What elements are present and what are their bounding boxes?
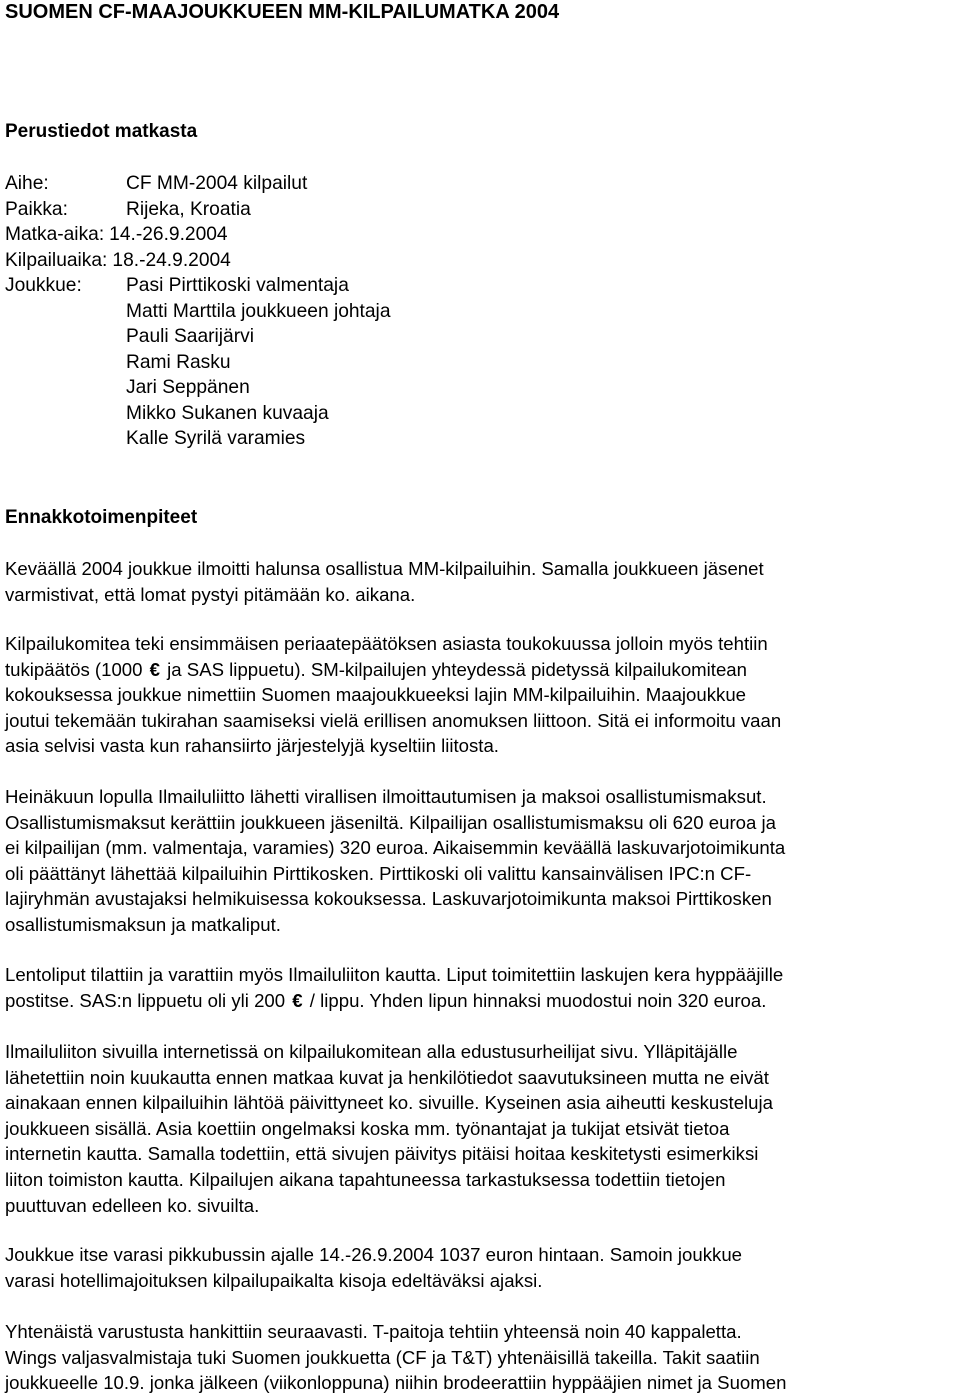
paragraph-line: Heinäkuun lopulla Ilmailuliitto lähetti virallisen ilmoittautumisen ja maksoi osallistumismaksut. [5, 786, 767, 807]
paragraph-line: Wings valjasvalmistaja tuki Suomen joukkuetta (CF ja T&T) yhtenäisillä takeilla. Takit saatiin [5, 1346, 760, 1368]
euro-symbol: € [292, 989, 303, 1011]
fact-row-topic [5, 171, 391, 197]
paragraph-line: liiton toimiston kautta. Kilpailujen aikana tapahtuneessa tarkastuksessa todettiin tietojen [5, 1168, 726, 1190]
fact-label: Kilpailuaika: [5, 249, 108, 271]
paragraph-line: kokouksessa joukkue nimettiin Suomen maajoukkueeksi lajin MM-kilpailuihin. Maajoukkue [5, 684, 747, 706]
fact-row-team [5, 273, 391, 452]
paragraph [5, 1319, 957, 1396]
paragraph-text: tukipäätös (1000 [5, 658, 143, 680]
fact-label: Aihe: [5, 173, 49, 194]
team-member: Kalle Syrilä varamies [126, 428, 306, 449]
fact-label: Joukkue: [5, 275, 82, 296]
document-title: SUOMEN CF-MAAJOUKKUEEN MM-KILPAILUMATKA 2004 [5, 1, 560, 23]
paragraph-line: varmistivat, että lomat pystyi pitämään ko. aikana. [5, 583, 416, 605]
paragraph-text: postitse. SAS:n lippuetu oli yli 200 [5, 989, 286, 1011]
fact-row-competition-time [5, 248, 391, 274]
section-heading-preparations: Ennakkotoimenpiteet [5, 507, 198, 528]
fact-value: 14.-26.9.2004 [109, 224, 228, 245]
team-member: Jari Seppänen [126, 377, 250, 398]
paragraph-line: Kilpailukomitea teki ensimmäisen periaatepäätöksen asiasta toukokuussa jolloin myös tehtiin [5, 633, 768, 654]
paragraph-line: joukkueen sisällä. Asia koettiin ongelmaksi koska mm. työnantajat ja tukijat etsivät tietoa [5, 1117, 730, 1139]
fact-value: CF MM-2004 kilpailut [126, 173, 308, 194]
paragraph [5, 556, 957, 607]
paragraph [5, 1242, 957, 1293]
paragraph [5, 631, 957, 759]
fact-row-place [5, 197, 391, 223]
fact-value: 18.-24.9.2004 [112, 249, 231, 271]
trip-facts [5, 171, 391, 452]
paragraph-line: internetin kautta. Samalla todettiin, että sivujen päivitys pitäisi hoitaa keskitetysti esimerkiksi [5, 1143, 759, 1165]
team-member: Matti Marttila joukkueen johtaja [126, 300, 391, 322]
team-member: Rami Rasku [126, 351, 231, 373]
paragraph [5, 784, 957, 938]
euro-symbol: € [149, 658, 160, 680]
paragraph-line: oli päättänyt lähettää kilpailuihin Pirttikosken. Pirttikoski oli valittu kansainvälisen IPC:n CF- [5, 862, 752, 884]
section-heading-basics: Perustiedot matkasta [5, 121, 198, 142]
fact-row-travel-time [5, 222, 391, 248]
paragraph-line: Joukkue itse varasi pikkubussin ajalle 14.-26.9.2004 1037 euron hintaan. Samoin joukkue [5, 1244, 742, 1265]
paragraph-line: Keväällä 2004 joukkue ilmoitti halunsa osallistua MM-kilpailuihin. Samalla joukkueen jäsenet [5, 558, 764, 579]
paragraph-line: joutui tekemään tukirahan saamiseksi vielä erillisen anomuksen liittoon. Sitä ei informoitu vaan [5, 709, 782, 731]
paragraph-line: Ilmailuliiton sivuilla internetissä on kilpailukomitean alla edustusurheilijat sivu. Ylläpitäjälle [5, 1041, 738, 1062]
paragraph-line [5, 988, 957, 1014]
fact-label: Paikka: [5, 198, 68, 220]
paragraph-line: ei kilpailijan (mm. valmentaja, varamies) 320 euroa. Aikaisemmin keväällä laskuvarjotoimikunta [5, 837, 786, 859]
paragraph-line: asia selvisi vasta kun rahansiirto järjestelyjä kyseltiin liitosta. [5, 735, 499, 757]
paragraph [5, 962, 957, 1013]
paragraph-line: Lentoliput tilattiin ja varattiin myös Ilmailuliiton kautta. Liput toimitettiin laskujen kera hyppääjille [5, 964, 784, 985]
paragraph-line: varasi hotellimajoituksen kilpailupaikalta kisoja edeltäväksi ajaksi. [5, 1269, 543, 1291]
paragraph-text: ja SAS lippuetu). SM-kilpailujen yhteydessä pidetyssä kilpailukomitean [167, 658, 747, 680]
paragraph-line [5, 657, 957, 683]
team-members [126, 273, 391, 452]
paragraph-line: joukkueelle 10.9. jonka jälkeen (viikonloppuna) niihin brodeerattiin hyppääjien nimet ja Suomen [5, 1372, 787, 1394]
paragraph-line: Yhtenäistä varustusta hankittiin seuraavasti. T-paitoja tehtiin yhteensä noin 40 kappaletta. [5, 1321, 742, 1342]
paragraph-line: lajiryhmän avustajaksi helmikuisessa kokouksessa. Laskuvarjotoimikunta maksoi Pirttikosken [5, 888, 772, 910]
team-member: Pauli Saarijärvi [126, 326, 254, 347]
paragraph-line: Osallistumismaksut kerättiin joukkueen jäseniltä. Kilpailijan osallistumismaksu oli 620 euroa ja [5, 811, 776, 833]
team-member: Pasi Pirttikoski valmentaja [126, 275, 349, 296]
paragraph-text: / lippu. Yhden lipun hinnaksi muodostui noin 320 euroa. [309, 989, 767, 1011]
paragraph-line: ainakaan ennen kilpailuihin lähtöä päivittyneet ko. sivuille. Kyseinen asia aiheutti keskusteluja [5, 1092, 773, 1114]
paragraph [5, 1039, 957, 1218]
paragraph-line: osallistumismaksun ja matkaliput. [5, 913, 281, 935]
paragraph-line: lähetettiin noin kuukautta ennen matkaa kuvat ja henkilötiedot saavutuksineen mutta ne eivät [5, 1066, 769, 1088]
paragraph-line: puuttuvan edelleen ko. sivuilta. [5, 1194, 260, 1216]
fact-value: Rijeka, Kroatia [126, 198, 251, 220]
team-member: Mikko Sukanen kuvaaja [126, 402, 329, 424]
fact-label: Matka-aika: [5, 224, 105, 245]
